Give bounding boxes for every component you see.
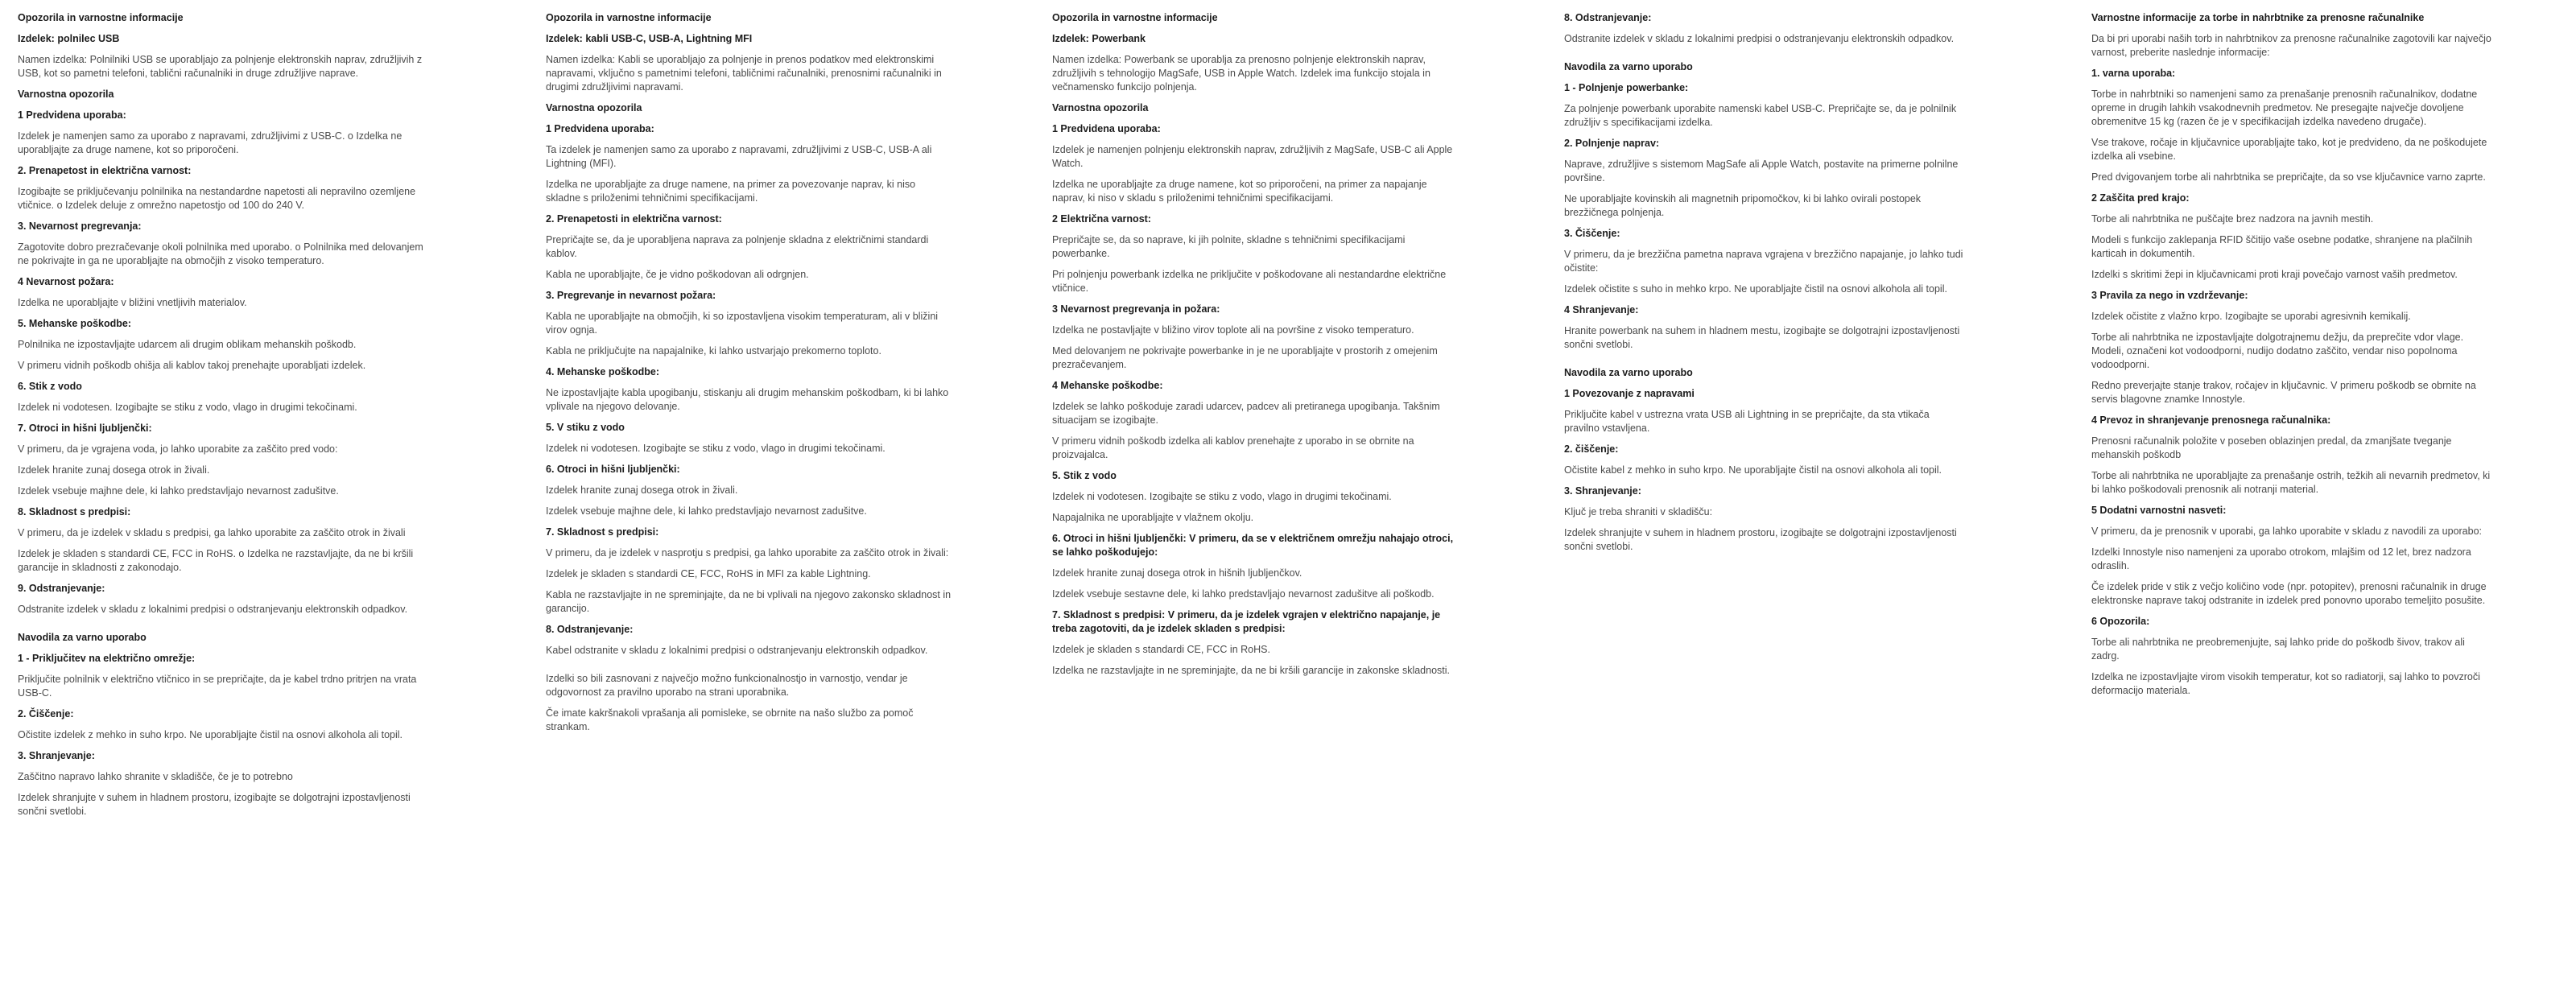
section-heading: 7. Otroci in hišni ljubljenčki: — [18, 423, 152, 434]
paragraph: Izdelek ni vodotesen. Izogibajte se stiku z vodo, vlago in drugimi tekočinami. — [18, 402, 357, 413]
section-heading: Varnostna opozorila — [546, 102, 642, 113]
section-heading: 7. Skladnost s predpisi: — [546, 526, 659, 538]
section-heading: 2. Polnjenje naprav: — [1564, 138, 1660, 149]
paragraph: Prenosni računalnik položite v poseben oblazinjen predal, da zmanjšate tveganje mehanskih poškodb — [2091, 435, 2452, 460]
paragraph: Hranite powerbank na suhem in hladnem mestu, izogibajte se dolgotrajni izpostavljenosti sončni svetlobi. — [1564, 325, 1960, 350]
section-heading: 6. Otroci in hišni ljubljenčki: — [546, 464, 680, 475]
paragraph: Torbe ali nahrbtnika ne uporabljajte za prenašanje ostrih, težkih ali nevarnih predmetov, ki bi lahko poškodovali prenosnik ali notranji material. — [2091, 470, 2491, 495]
section-heading: 2. Prenapetosti in električna varnost: — [546, 213, 722, 225]
paragraph: Izdelek vsebuje majhne dele, ki lahko predstavljajo nevarnost zadušitve. — [546, 505, 867, 517]
paragraph: Kabla ne uporabljajte, če je vidno poškodovan ali odrgnjen. — [546, 269, 809, 280]
paragraph: Pri polnjenju powerbank izdelka ne priključite v poškodovane ali nestandardne električne vtičnice. — [1052, 269, 1447, 294]
paragraph: Torbe ali nahrbtnika ne izpostavljajte dolgotrajnemu dežju, da preprečite vdor vlage. Modeli, označeni kot vodoodporni, nudijo dodatno zaščito, vendar niso popolnoma vodoodporni. — [2091, 332, 2464, 370]
section-heading: Izdelek: Powerbank — [1052, 33, 1146, 44]
section-heading: Opozorila in varnostne informacije — [1052, 12, 1218, 23]
section-heading: 1 Predvidena uporaba: — [546, 123, 654, 134]
paragraph: Če imate kakršnakoli vprašanja ali pomisleke, se obrnite na našo službo za pomoč strankam. — [546, 707, 914, 732]
section-heading: 3. Shranjevanje: — [18, 750, 95, 761]
document-section — [18, 631, 424, 818]
paragraph: Izdelek je namenjen samo za uporabo z napravami, združljivimi z USB-C. o Izdelka ne uporabljajte za druge namene, kot so priporočeni. — [18, 130, 402, 155]
paragraph: Redno preverjajte stanje trakov, ročajev in ključavnic. V primeru poškodb se obrnite na servis blagovne znamke Innostyle. — [2091, 380, 2476, 405]
paragraph: V primeru, da je prenosnik v uporabi, ga lahko uporabite v skladu z navodili za uporabo: — [2091, 526, 2483, 537]
section-heading: 1 Predvidena uporaba: — [18, 109, 126, 121]
paragraph: Izdelek je skladen s standardi CE, FCC in RoHS. — [1052, 644, 1270, 655]
paragraph: Izdelek shranjujte v suhem in hladnem prostoru, izogibajte se dolgotrajni izpostavljenosti sončni svetlobi. — [18, 792, 411, 817]
section-heading: 9. Odstranjevanje: — [18, 583, 105, 594]
paragraph: Prepričajte se, da je uporabljena naprava za polnjenje skladna z električnimi standardi kablov. — [546, 234, 929, 259]
paragraph: Ne uporabljajte kovinskih ali magnetnih pripomočkov, ki bi lahko ovirali postopek brezžičnega polnjenja. — [1564, 193, 1922, 218]
paragraph: Izdelki so bili zasnovani z največjo možno funkcionalnostjo in varnostjo, vendar je odgovornost za pravilno uporabo na strani uporabnika. — [546, 673, 908, 698]
section-heading: 3 Nevarnost pregrevanja in požara: — [1052, 303, 1220, 315]
paragraph: V primeru, da je brezžična pametna naprava vgrajena v brezžično napajanje, jo lahko tudi očistite: — [1564, 249, 1963, 274]
section-heading: Varnostna opozorila — [18, 89, 114, 100]
paragraph: Izdelka ne uporabljajte za druge namene, na primer za povezovanje naprav, ki niso skladne s priloženimi tehničnimi specifikacijami. — [546, 179, 916, 204]
paragraph: Izdelek očistite z vlažno krpo. Izogibajte se uporabi agresivnih kemikalij. — [2091, 311, 2411, 322]
section-heading: Navodila za varno uporabo — [1564, 61, 1693, 72]
paragraph: Izdelek se lahko poškoduje zaradi udarcev, padcev ali pretiranega upogibanja. Takšnim situacijam se izogibajte. — [1052, 401, 1440, 426]
paragraph: Odstranite izdelek v skladu z lokalnimi predpisi o odstranjevanju elektronskih odpadkov. — [18, 604, 408, 615]
paragraph: Izdelek je namenjen polnjenju elektronskih naprav, združljivih z MagSafe, USB-C ali Apple Watch. — [1052, 144, 1453, 169]
section-heading: 5 Dodatni varnostni nasveti: — [2091, 505, 2227, 516]
paragraph: Izdelka ne izpostavljajte virom visokih temperatur, kot so radiatorji, saj lahko to povzroči deformacijo materiala. — [2091, 671, 2480, 696]
paragraph: Izdelek očistite s suho in mehko krpo. Ne uporabljajte čistil na osnovi alkohola ali topil. — [1564, 283, 1947, 295]
section-heading: 6. Stik z vodo — [18, 381, 82, 392]
document-section — [18, 11, 424, 616]
section-heading: 3. Nevarnost pregrevanja: — [18, 221, 142, 232]
document-section — [1564, 366, 1967, 554]
section-heading: Navodila za varno uporabo — [1564, 367, 1693, 378]
section-heading: 7. Skladnost s predpisi: V primeru, da je izdelek vgrajen v električno napajanje, je treba zagotoviti, da je izdelek skladen s predpisi: — [1052, 609, 1441, 634]
paragraph: Modeli s funkcijo zaklepanja RFID ščitijo vaše osebne podatke, shranjene na plačilnih karticah in dokumentih. — [2091, 234, 2473, 259]
paragraph: Torbe in nahrbtniki so namenjeni samo za prenašanje prenosnih računalnikov, dodatne opreme in drugih lahkih vsakodnevnih predmetov. Ne presegajte največje dovoljene obremenitve 15 kg (razen če je v specifikacijah izdelka navedeno drugače). — [2091, 89, 2478, 127]
paragraph: Izdelek hranite zunaj dosega otrok in živali. — [546, 484, 738, 496]
paragraph: Med delovanjem ne pokrivajte powerbanke in je ne uporabljajte v prostorih z omejenim prezračevanjem. — [1052, 345, 1438, 370]
section-heading: 1 - Polnjenje powerbanke: — [1564, 82, 1689, 93]
paragraph: Izdelek ni vodotesen. Izogibajte se stiku z vodo, vlago in drugimi tekočinami. — [546, 443, 886, 454]
paragraph: Odstranite izdelek v skladu z lokalnimi predpisi o odstranjevanju elektronskih odpadkov. — [1564, 33, 1955, 44]
section-heading: 4 Prevoz in shranjevanje prenosnega računalnika: — [2091, 414, 2331, 426]
document-column — [2091, 11, 2494, 705]
paragraph: Polnilnika ne izpostavljajte udarcem ali drugim oblikam mehanskih poškodb. — [18, 339, 357, 350]
section-heading: 3 Pravila za nego in vzdrževanje: — [2091, 290, 2248, 301]
paragraph: Očistite izdelek z mehko in suho krpo. Ne uporabljajte čistil na osnovi alkohola ali topil. — [18, 729, 403, 740]
paragraph: Izdelka ne uporabljajte v bližini vnetljivih materialov. — [18, 297, 247, 308]
section-heading: 1 Predvidena uporaba: — [1052, 123, 1161, 134]
section-heading: 4. Mehanske poškodbe: — [546, 366, 660, 377]
section-heading: 2. Čiščenje: — [18, 708, 74, 719]
section-heading: Navodila za varno uporabo — [18, 632, 147, 643]
paragraph: Kabla ne uporabljajte na območjih, ki so izpostavljena visokim temperaturam, ali v bližini virov ognja. — [546, 311, 939, 336]
paragraph: V primeru, da je vgrajena voda, jo lahko uporabite za zaščito pred vodo: — [18, 443, 338, 455]
paragraph: V primeru, da je izdelek v nasprotju s predpisi, ga lahko uporabite za zaščito otrok in živali: — [546, 547, 949, 559]
section-heading: 5. Mehanske poškodbe: — [18, 318, 132, 329]
section-heading: 4 Nevarnost požara: — [18, 276, 114, 287]
document-section — [1564, 60, 1967, 352]
paragraph: Napajalnika ne uporabljajte v vlažnem okolju. — [1052, 512, 1254, 523]
section-heading: 1. varna uporaba: — [2091, 68, 2176, 79]
paragraph: Izdelek ni vodotesen. Izogibajte se stiku z vodo, vlago in drugimi tekočinami. — [1052, 491, 1392, 502]
section-heading: 1 Povezovanje z napravami — [1564, 388, 1695, 399]
section-heading: 1 - Priključitev na električno omrežje: — [18, 653, 196, 664]
section-heading: 3. Shranjevanje: — [1564, 485, 1641, 497]
paragraph: V primeru vidnih poškodb izdelka ali kablov prenehajte z uporabo in se obrnite na proizvajalca. — [1052, 435, 1414, 460]
document-column — [1052, 11, 1459, 685]
paragraph: Namen izdelka: Kabli se uporabljajo za polnjenje in prenos podatkov med elektronskimi napravami, vključno s pametnimi telefoni, tabličnimi računalniki, prenosnimi računalniki in drugimi združljivimi napravami. — [546, 54, 942, 93]
section-heading: Opozorila in varnostne informacije — [18, 12, 184, 23]
paragraph: Izdelka ne uporabljajte za druge namene, kot so priporočeni, na primer za napajanje naprav, ki niso v skladu s priloženimi tehničnimi specifikacijami. — [1052, 179, 1427, 204]
section-heading: Izdelek: polnilec USB — [18, 33, 120, 44]
paragraph: Če izdelek pride v stik z večjo količino vode (npr. potopitev), prenosni računalnik in druge elektronske naprave takoj odstranite in izdelek pred ponovno uporabo temeljito posušite. — [2091, 581, 2487, 606]
document-section — [546, 11, 952, 658]
paragraph: Zagotovite dobro prezračevanje okoli polnilnika med uporabo. o Polnilnika med delovanjem ne pokrivajte in ga ne uporabljajte na območjih z visoko temperaturo. — [18, 241, 423, 266]
paragraph: V primeru vidnih poškodb ohišja ali kablov takoj prenehajte uporabljati izdelek. — [18, 360, 366, 371]
section-heading: 3. Pregrevanje in nevarnost požara: — [546, 290, 716, 301]
paragraph: Namen izdelka: Powerbank se uporablja za prenosno polnjenje elektronskih naprav, združljivih s tehnologijo MagSafe, USB in Apple Watch. Izdelek ima funkcijo stojala in večnamensko funkcijo polnjenja. — [1052, 54, 1430, 93]
paragraph: Za polnjenje powerbank uporabite namenski kabel USB-C. Prepričajte se, da je polnilnik združljiv s specifikacijami izdelka. — [1564, 103, 1957, 128]
paragraph: Prepričajte se, da so naprave, ki jih polnite, skladne s tehničnimi specifikacijami powerbanke. — [1052, 234, 1406, 259]
section-heading: 5. V stiku z vodo — [546, 422, 625, 433]
document-section — [2091, 11, 2494, 698]
paragraph: Izdelek hranite zunaj dosega otrok in hišnih ljubljenčkov. — [1052, 567, 1302, 579]
paragraph: Pred dvigovanjem torbe ali nahrbtnika se prepričajte, da so vse ključavnice varno zaprte. — [2091, 171, 2486, 183]
paragraph: Ne izpostavljajte kabla upogibanju, stiskanju ali drugim mehanskim poškodbam, ki bi lahko vplivale na njegovo delovanje. — [546, 387, 949, 412]
section-heading: 8. Skladnost s predpisi: — [18, 506, 131, 517]
section-heading: 2 Električna varnost: — [1052, 213, 1151, 225]
paragraph: Torbe ali nahrbtnika ne puščajte brez nadzora na javnih mestih. — [2091, 213, 2374, 225]
document-section — [546, 672, 952, 734]
section-heading: 2. Prenapetost in električna varnost: — [18, 165, 192, 176]
section-heading: 5. Stik z vodo — [1052, 470, 1117, 481]
section-heading: 4 Shranjevanje: — [1564, 304, 1639, 315]
paragraph: Priključite kabel v ustrezna vrata USB ali Lightning in se prepričajte, da sta vtikača pravilno vstavljena. — [1564, 409, 1930, 434]
paragraph: Izdelki s skritimi žepi in ključavnicami proti kraji povečajo varnost vaših predmetov. — [2091, 269, 2458, 280]
document-section — [1052, 11, 1459, 678]
section-heading: 2. čiščenje: — [1564, 443, 1619, 455]
section-heading: 8. Odstranjevanje: — [546, 624, 634, 635]
paragraph: Kabel odstranite v skladu z lokalnimi predpisi o odstranjevanju elektronskih odpadkov. — [546, 645, 928, 656]
document-column — [1564, 11, 1967, 561]
paragraph: Izdelek shranjujte v suhem in hladnem prostoru, izogibajte se dolgotrajni izpostavljenosti sončni svetlobi. — [1564, 527, 1957, 552]
paragraph: V primeru, da je izdelek v skladu s predpisi, ga lahko uporabite za zaščito otrok in živali — [18, 527, 406, 538]
section-heading: 6. Otroci in hišni ljubljenčki: V primeru, da se v električnem omrežju nahajajo otroci, se lahko poškodujejo: — [1052, 533, 1454, 558]
paragraph: Kabla ne razstavljajte in ne spreminjajte, da ne bi vplivali na njegovo zakonsko skladnost in garancijo. — [546, 589, 952, 614]
paragraph: Izdelek hranite zunaj dosega otrok in živali. — [18, 464, 210, 476]
paragraph: Izdelka ne postavljajte v bližino virov toplote ali na površine z visoko temperaturo. — [1052, 324, 1414, 336]
section-heading: 3. Čiščenje: — [1564, 228, 1620, 239]
section-heading: 6 Opozorila: — [2091, 616, 2150, 627]
paragraph: Izogibajte se priključevanju polnilnika na nestandardne napetosti ali nepravilno ozemljene vtičnice. o Izdelek deluje z omrežno napetostjo od 100 do 240 V. — [18, 186, 416, 211]
paragraph: Ključ je treba shraniti v skladišču: — [1564, 506, 1713, 517]
paragraph: Izdelek je skladen s standardi CE, FCC, RoHS in MFI za kable Lightning. — [546, 568, 871, 579]
document-section — [1564, 11, 1967, 46]
paragraph: Izdelki Innostyle niso namenjeni za uporabo otrokom, mlajšim od 12 let, brez nadzora odraslih. — [2091, 546, 2471, 571]
paragraph: Namen izdelka: Polnilniki USB se uporabljajo za polnjenje elektronskih naprav, združljivih z USB, kot so pametni telefoni, tablični računalniki in druge združljive naprave. — [18, 54, 423, 79]
document-column — [546, 11, 952, 741]
section-heading: 2 Zaščita pred krajo: — [2091, 192, 2190, 204]
section-heading: Izdelek: kabli USB-C, USB-A, Lightning MFI — [546, 33, 753, 44]
paragraph: Priključite polnilnik v električno vtičnico in se prepričajte, da je kabel trdno pritrjen na vrata USB-C. — [18, 674, 417, 699]
section-heading: 8. Odstranjevanje: — [1564, 12, 1652, 23]
paragraph: Kabla ne priključujte na napajalnike, ki lahko ustvarjajo prekomerno toploto. — [546, 345, 881, 357]
paragraph: Naprave, združljive s sistemom MagSafe ali Apple Watch, postavite na primerne polnilne površine. — [1564, 159, 1959, 183]
paragraph: Izdelka ne razstavljajte in ne spreminjajte, da ne bi kršili garancije in zakonske skladnosti. — [1052, 665, 1451, 676]
paragraph: Izdelek vsebuje majhne dele, ki lahko predstavljajo nevarnost zadušitve. — [18, 485, 339, 497]
paragraph: Izdelek vsebuje sestavne dele, ki lahko predstavljajo nevarnost zadušitve ali poškodb. — [1052, 588, 1435, 600]
section-heading: Opozorila in varnostne informacije — [546, 12, 712, 23]
paragraph: Ta izdelek je namenjen samo za uporabo z napravami, združljivimi z USB-C, USB-A ali Lightning (MFI). — [546, 144, 932, 169]
section-heading: 4 Mehanske poškodbe: — [1052, 380, 1163, 391]
paragraph: Torbe ali nahrbtnika ne preobremenjujte, saj lahko pride do poškodb šivov, trakov ali zadrg. — [2091, 637, 2465, 662]
paragraph: Izdelek je skladen s standardi CE, FCC in RoHS. o Izdelka ne razstavljajte, da ne bi kršili garancije in skladnosti z zakonodajo. — [18, 548, 414, 573]
document-column — [18, 11, 424, 826]
paragraph: Zaščitno napravo lahko shranite v skladišče, če je to potrebno — [18, 771, 293, 782]
paragraph: Vse trakove, ročaje in ključavnice uporabljajte tako, kot je predvideno, da ne poškodujete izdelka ali vsebine. — [2091, 137, 2487, 162]
paragraph: Očistite kabel z mehko in suho krpo. Ne uporabljajte čistil na osnovi alkohola ali topil. — [1564, 464, 1942, 476]
section-heading: Varnostna opozorila — [1052, 102, 1149, 113]
paragraph: Da bi pri uporabi naših torb in nahrbtnikov za prenosne računalnike zagotovili kar največjo varnost, preberite naslednje informacije: — [2091, 33, 2491, 58]
section-heading: Varnostne informacije za torbe in nahrbtnike za prenosne računalnike — [2091, 12, 2425, 23]
